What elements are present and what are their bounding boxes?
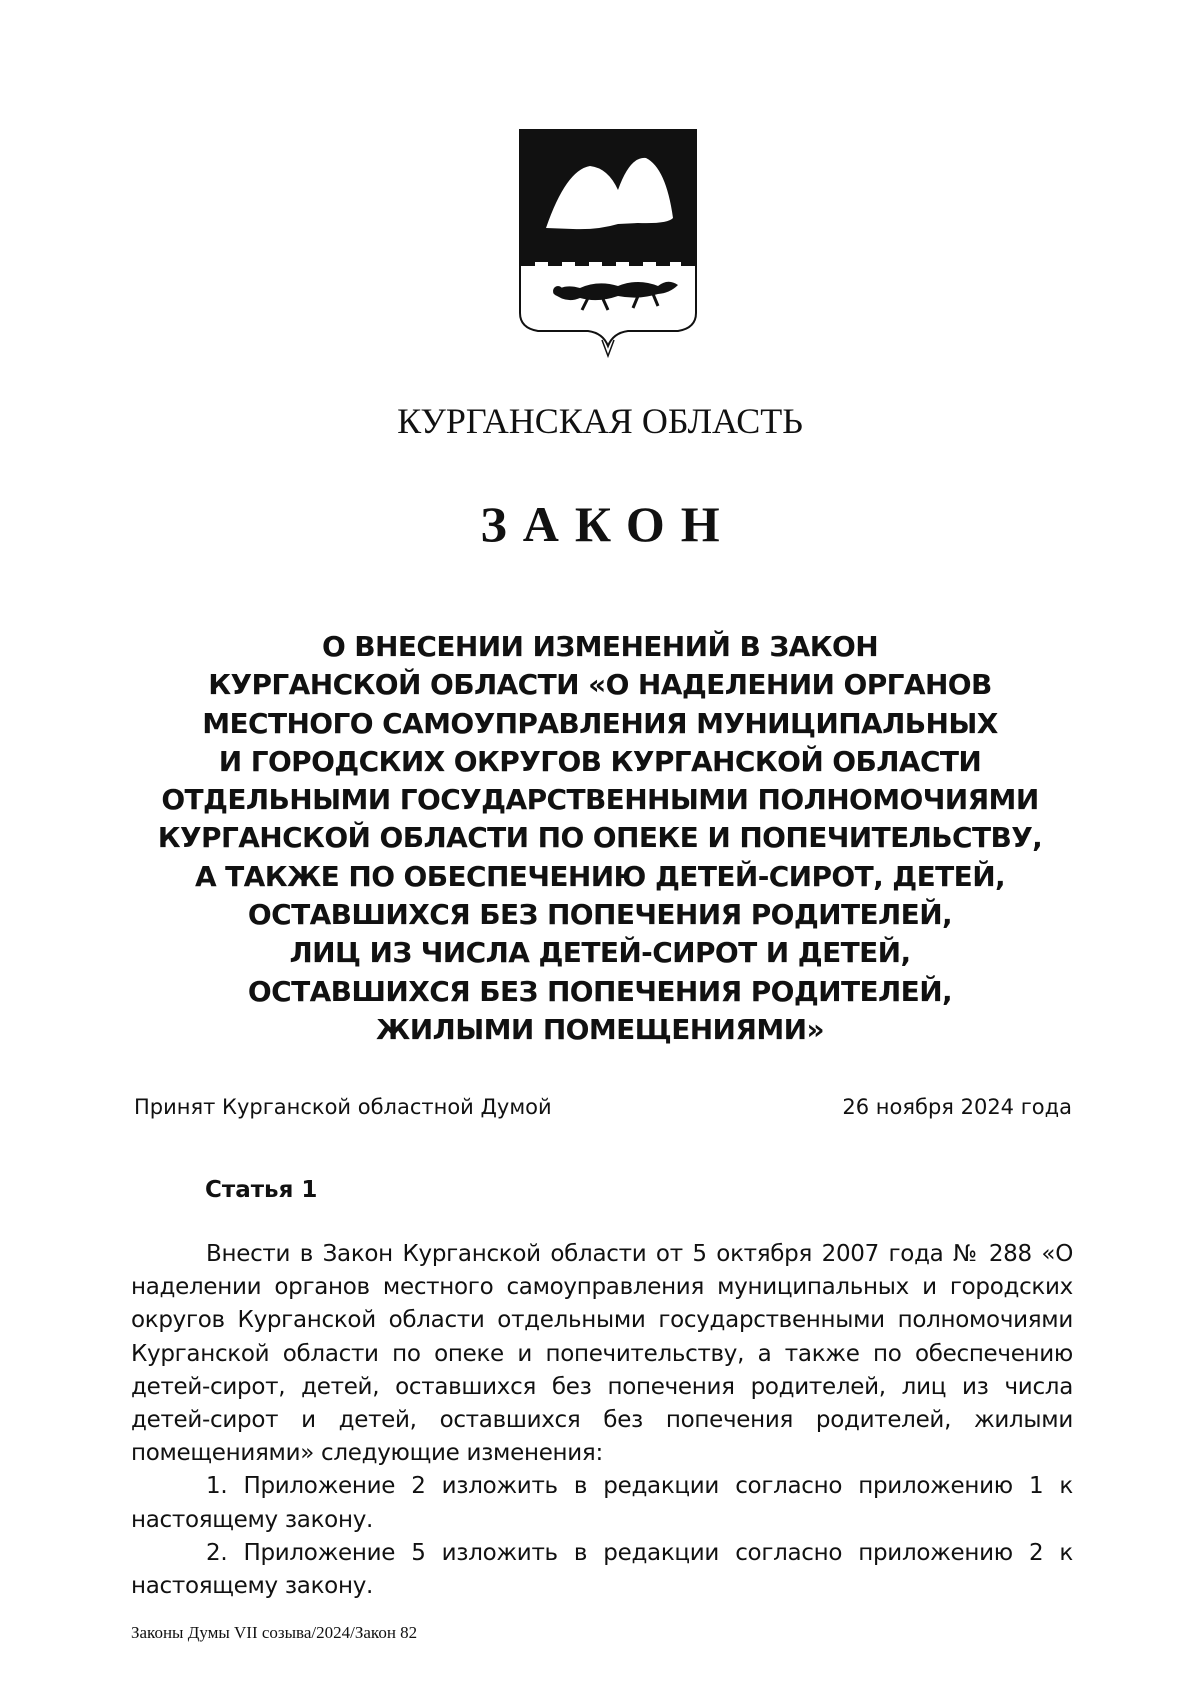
law-title-line: ОСТАВШИХСЯ БЕЗ ПОПЕЧЕНИЯ РОДИТЕЛЕЙ, bbox=[247, 974, 953, 1008]
adopted-by: Принят Курганской областной Думой bbox=[134, 1095, 552, 1119]
law-title-line: КУРГАНСКОЙ ОБЛАСТИ «О НАДЕЛЕНИИ ОРГАНОВ bbox=[208, 668, 992, 702]
article-item: 1. Приложение 2 изложить в редакции согласно приложению 1 к настоящему закону. bbox=[131, 1473, 1073, 1533]
law-title-line: ОТДЕЛЬНЫМИ ГОСУДАРСТВЕННЫМИ ПОЛНОМОЧИЯМИ bbox=[161, 783, 1039, 817]
law-title-line: КУРГАНСКОЙ ОБЛАСТИ ПО ОПЕКЕ И ПОПЕЧИТЕЛЬСТВУ, bbox=[157, 821, 1043, 855]
law-title-line: И ГОРОДСКИХ ОКРУГОВ КУРГАНСКОЙ ОБЛАСТИ bbox=[218, 744, 982, 778]
document-type: ЗАКОН bbox=[480, 496, 736, 552]
law-title-line: О ВНЕСЕНИИ ИЗМЕНЕНИЙ В ЗАКОН bbox=[321, 630, 879, 663]
footer-reference: Законы Думы VII созыва/2024/Закон 82 bbox=[131, 1623, 418, 1642]
law-title-line: МЕСТНОГО САМОУПРАВЛЕНИЯ МУНИЦИПАЛЬНЫХ bbox=[202, 706, 998, 740]
law-title-line: ЖИЛЫМИ ПОМЕЩЕНИЯМИ» bbox=[376, 1012, 824, 1046]
article-body bbox=[131, 1238, 1073, 1603]
article-item: 2. Приложение 5 изложить в редакции согласно приложению 2 к настоящему закону. bbox=[131, 1539, 1073, 1600]
law-title-line: ЛИЦ ИЗ ЧИСЛА ДЕТЕЙ-СИРОТ И ДЕТЕЙ, bbox=[289, 936, 911, 970]
article-heading: Статья 1 bbox=[205, 1177, 318, 1203]
article-intro: Внести в Закон Курганской области от 5 октября 2007 года № 288 «О наделении органов местного самоуправления муниципальных и городских округов Курганской области отдельными государственными полномочиями Курганской области по опеке и попечительству, а также по обеспечению детей-сирот, детей, оставшихся без попечения родителей, лиц из числа детей-сирот и детей, оставшихся без попечения родителей, жилыми помещениями» следующие изменения: bbox=[131, 1241, 1073, 1467]
law-title-line: А ТАКЖЕ ПО ОБЕСПЕЧЕНИЮ ДЕТЕЙ-СИРОТ, ДЕТЕЙ, bbox=[194, 859, 1006, 893]
region-name: КУРГАНСКАЯ ОБЛАСТЬ bbox=[397, 401, 803, 441]
adoption-date: 26 ноября 2024 года bbox=[842, 1095, 1072, 1119]
law-title bbox=[0, 628, 1200, 1049]
coat-of-arms-icon bbox=[518, 128, 698, 360]
law-title-line: ОСТАВШИХСЯ БЕЗ ПОПЕЧЕНИЯ РОДИТЕЛЕЙ, bbox=[247, 898, 953, 932]
